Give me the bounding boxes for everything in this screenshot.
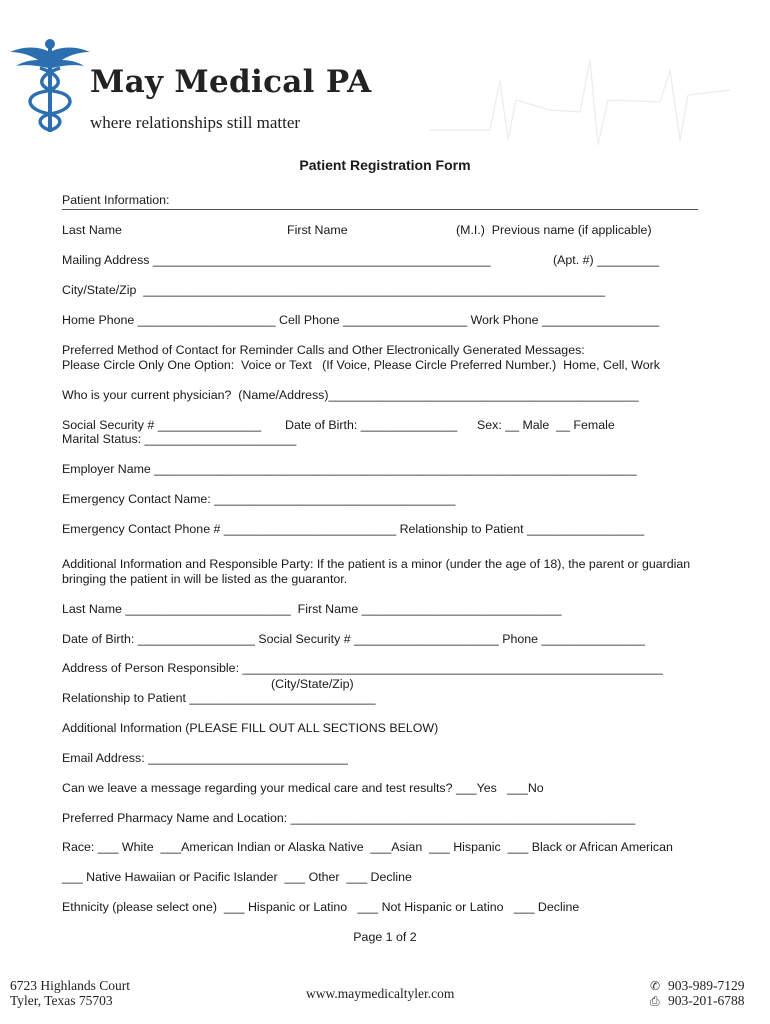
- page-number: Page 1 of 2: [353, 930, 417, 944]
- mi-previous-name-label: (M.I.) Previous name (if applicable): [456, 223, 652, 237]
- phone-icon: ✆: [650, 979, 661, 993]
- form-title: Patient Registration Form: [299, 157, 471, 173]
- responsible-party-heading: Additional Information and Responsible Party: If the patient is a minor (under the age of 18), the parent or guardian: [62, 557, 691, 571]
- brand-tagline: where relationships still matter: [90, 113, 301, 132]
- dob-field[interactable]: Date of Birth: ______________: [285, 418, 458, 432]
- emergency-contact-phone-field[interactable]: Emergency Contact Phone # _________________________ Relationship to Patient _________________: [62, 522, 645, 536]
- ssn-field[interactable]: Social Security # _______________: [62, 418, 262, 432]
- city-state-zip-hint: (City/State/Zip): [271, 677, 354, 691]
- guarantor-dob-ssn-phone-fields[interactable]: Date of Birth: _________________ Social Security # _____________________ Phone _______________: [62, 632, 645, 646]
- employer-field[interactable]: Employer Name ______________________________________________________________________: [62, 462, 637, 476]
- mailing-address-field[interactable]: Mailing Address _________________________________________________: [62, 253, 491, 267]
- race-options-continued[interactable]: ___ Native Hawaiian or Pacific Islander ___ Other ___ Decline: [62, 870, 412, 884]
- footer-address-line1: 6723 Highlands Court: [10, 978, 130, 993]
- email-field[interactable]: Email Address: _____________________________: [62, 751, 348, 765]
- heartbeat-decoration: [430, 40, 730, 150]
- contact-method-heading: Preferred Method of Contact for Reminder Calls and Other Electronically Generated Messages:: [62, 343, 585, 357]
- leave-message-question[interactable]: Can we leave a message regarding your medical care and test results? ___Yes ___No: [62, 781, 544, 795]
- patient-info-heading: Patient Information:: [62, 193, 170, 207]
- phone-numbers-fields[interactable]: Home Phone ____________________ Cell Phone __________________ Work Phone _________________: [62, 313, 660, 327]
- patient-name-line[interactable]: [62, 209, 698, 210]
- fax-icon: ⎙: [650, 994, 660, 1008]
- footer-website[interactable]: www.maymedicaltyler.com: [306, 986, 455, 1001]
- pharmacy-field[interactable]: Preferred Pharmacy Name and Location: __________________________________________________: [62, 811, 636, 825]
- footer-phone: 903-989-7129: [668, 978, 745, 993]
- first-name-label: First Name: [287, 223, 348, 237]
- guarantor-name-fields[interactable]: Last Name ________________________ First Name _____________________________: [62, 602, 562, 616]
- city-state-zip-field[interactable]: City/State/Zip ___________________________________________________________________: [62, 283, 605, 297]
- guarantor-address-field[interactable]: Address of Person Responsible: _____________________________________________________________: [62, 661, 663, 675]
- footer-fax: 903-201-6788: [668, 993, 745, 1008]
- last-name-label: Last Name: [62, 223, 122, 237]
- footer-address-line2: Tyler, Texas 75703: [10, 993, 113, 1008]
- guarantor-relationship-field[interactable]: Relationship to Patient ___________________________: [62, 691, 376, 705]
- sex-field[interactable]: Sex: __ Male __ Female: [477, 418, 615, 432]
- additional-info-heading: Additional Information (PLEASE FILL OUT ALL SECTIONS BELOW): [62, 721, 439, 735]
- apt-field[interactable]: (Apt. #) _________: [553, 253, 660, 267]
- responsible-party-note: bringing the patient in will be listed as the guarantor.: [62, 572, 348, 586]
- caduceus-icon: [8, 38, 92, 136]
- marital-status-field[interactable]: Marital Status: ______________________: [62, 432, 297, 446]
- emergency-contact-name-field[interactable]: Emergency Contact Name: ___________________________________: [62, 492, 456, 506]
- contact-method-options[interactable]: Please Circle Only One Option: Voice or Text (If Voice, Please Circle Preferred Number.) Home, Cell, Work: [62, 358, 660, 372]
- brand-name: May Medical PA: [90, 64, 372, 100]
- ethnicity-options[interactable]: Ethnicity (please select one) ___ Hispanic or Latino ___ Not Hispanic or Latino ___ Decline: [62, 900, 580, 914]
- race-options[interactable]: Race: ___ White ___American Indian or Alaska Native ___Asian ___ Hispanic ___ Black or African American: [62, 840, 673, 854]
- current-physician-field[interactable]: Who is your current physician? (Name/Address)_____________________________________________: [62, 388, 639, 402]
